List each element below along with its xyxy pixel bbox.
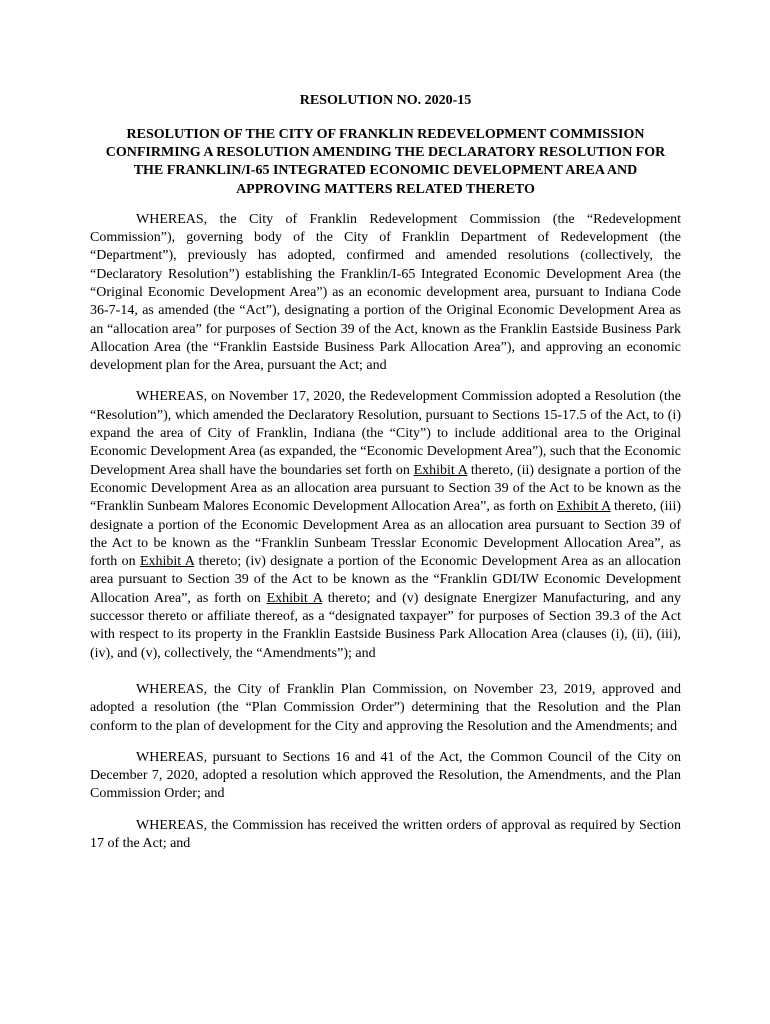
whereas-paragraph-4: WHEREAS, pursuant to Sections 16 and 41 of the Act, the Common Council of the City on December 7, 2020, adopted a resolution which approved the Resolution, the Amendments, and the Plan Commission Order; and: [90, 749, 681, 802]
exhibit-a-reference: Exhibit A: [413, 462, 468, 478]
paragraph-2-text-4: thereto; (iv) designate a portion of the Economic Development Area as an allocation area pursuant to Section 39 of the Act to be known as the “Franklin GDI/IW Economic Development Allocation Area”, as forth on: [90, 554, 681, 606]
exhibit-a-reference: Exhibit A: [557, 499, 611, 515]
resolution-number: RESOLUTION NO. 2020-15: [299, 93, 472, 108]
document-page: [90, 92, 681, 853]
whereas-paragraph-1: WHEREAS, the City of Franklin Redevelopment Commission (the “Redevelopment Commission”), governing body of the City of Franklin Department of Redevelopment (the “Department”), previously has adopted, confirmed and amended resolutions (collectively, the “Declaratory Resolution”) establishing the Franklin/I-65 Integrated Economic Development Area (the “Original Economic Development Area”) as an economic development area, pursuant to Indiana Code 36-7-14, as amended (the “Act”), designating a portion of the Original Economic Development Area as an “allocation area” for purposes of Section 39 of the Act, known as the Franklin Eastside Business Park Allocation Area (the “Franklin Eastside Business Park Allocation Area”), and approving an economic development plan for the Area, pursuant the Act; and: [90, 211, 681, 374]
whereas-paragraph-2: [90, 388, 681, 662]
whereas-paragraph-3: WHEREAS, the City of Franklin Plan Commission, on November 23, 2019, approved and adopted a resolution (the “Plan Commission Order”) determining that the Resolution and the Plan conform to the plan of development for the City and approving the Resolution and the Amendments; and: [90, 681, 681, 734]
paragraph-2-text-1: WHEREAS, on November 17, 2020, the Redevelopment Commission adopted a Resolution (the “Resolution”), which amended the Declaratory Resolution, pursuant to Sections 15-17.5 of the Act, to (i) expand the area of City of Franklin, Indiana (the “City”) to include additional area to the Original Economic Development Area (as expanded, the “Economic Development Area”), such that the Economic Development Area shall have the boundaries set forth on: [90, 389, 681, 478]
exhibit-a-reference: Exhibit A: [139, 554, 195, 570]
resolution-title: RESOLUTION OF THE CITY OF FRANKLIN REDEVELOPMENT COMMISSION CONFIRMING A RESOLUTION AMENDING THE DECLARATORY RESOLUTION FOR THE FRANKLIN/I-65 INTEGRATED ECONOMIC DEVELOPMENT AREA AND APPROVING MATTERS RELATED THERETO: [105, 127, 666, 197]
paragraph-2-text-2: thereto, (ii) designate a portion of the Economic Development Area as an allocation area pursuant to Section 39 of the Act to be known as the “Franklin Sunbeam Malores Economic Development Allocation Area”, as forth on: [90, 462, 682, 515]
paragraph-2-text-3: thereto, (iii) designate a portion of the Economic Development Area as an allocation area pursuant to Section 39 of the Act to be known as the “Franklin Sunbeam Tresslar Economic Development Allocation Area”, as forth on: [90, 499, 681, 570]
paragraph-2-text-5: thereto; and (v) designate Energizer Manufacturing, and any successor thereto or affiliate thereof, as a “designated taxpayer” for purposes of Section 39.3 of the Act with respect to its property in the Franklin Eastside Business Park Allocation Area (clauses (i), (ii), (iii), (iv), and (v), collectively, the “Amendments”); and: [90, 590, 681, 661]
exhibit-a-reference: Exhibit A: [266, 590, 323, 606]
whereas-paragraph-5: WHEREAS, the Commission has received the written orders of approval as required by Section 17 of the Act; and: [90, 817, 681, 852]
